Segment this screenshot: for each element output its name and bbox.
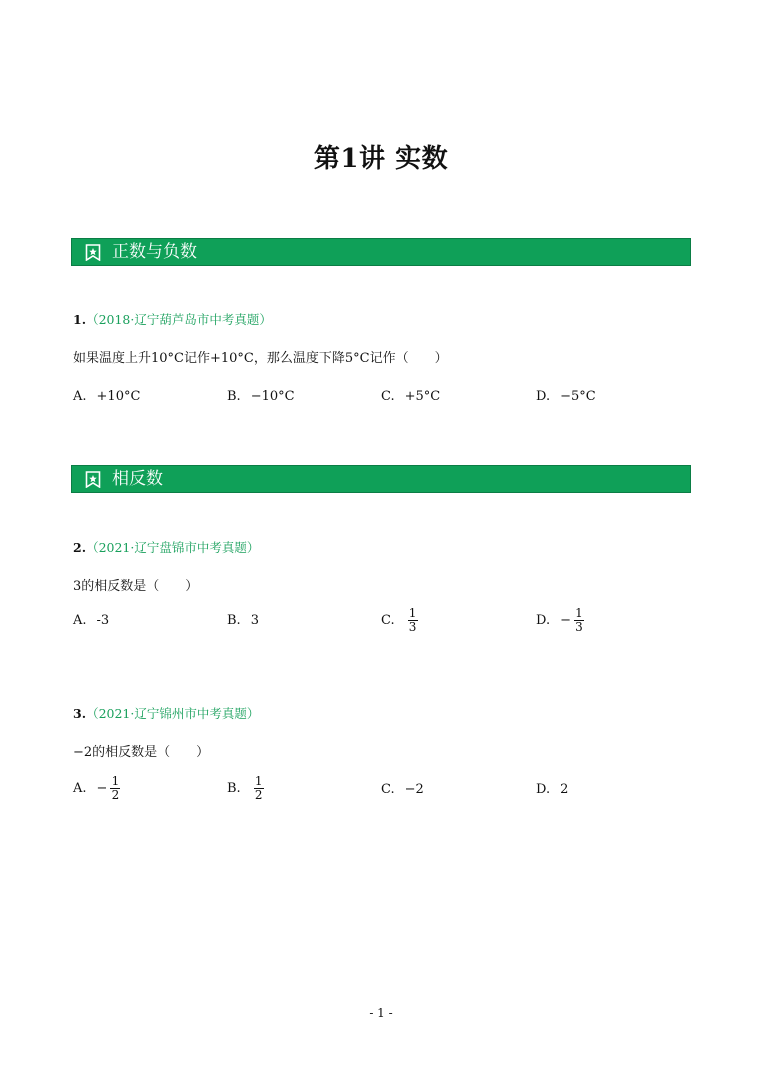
question-text: −2的相反数是（ ） — [73, 745, 210, 760]
bookmark-star-icon — [85, 471, 101, 488]
fraction: $\frac{1}{2}$ — [111, 774, 120, 803]
fraction: $\frac{1}{3}$ — [408, 606, 417, 635]
question-header — [73, 310, 272, 328]
option-c: C. +5°C — [381, 389, 441, 404]
bookmark-star-icon — [85, 244, 101, 261]
option-b: B. $\frac{1}{2}$ — [227, 774, 263, 803]
section-header-opposite-numbers — [71, 465, 691, 493]
question-text: 3的相反数是（ ） — [73, 579, 199, 594]
question-source: （2021·辽宁锦州市中考真题） — [86, 706, 260, 721]
question-header — [73, 704, 259, 722]
fraction: $\frac{1}{3}$ — [575, 606, 583, 635]
page-number: - 1 - — [369, 1006, 393, 1020]
section-title: 正数与负数 — [112, 241, 197, 262]
question-number: 1. — [73, 312, 87, 327]
option-a: A. − $\frac{1}{2}$ — [73, 774, 120, 803]
question-header — [73, 538, 259, 556]
question-text: 如果温度上升10°C记作+10°C，那么温度下降5°C记作（ ） — [73, 351, 448, 366]
fraction: $\frac{1}{2}$ — [254, 774, 263, 803]
option-b: B. 3 — [227, 613, 259, 628]
page-title: 第1讲 实数 — [313, 144, 449, 174]
section-header-positive-negative — [71, 238, 691, 266]
question-source: （2018·辽宁葫芦岛市中考真题） — [86, 312, 272, 327]
option-d: D. − $\frac{1}{3}$ — [536, 606, 583, 635]
option-a: A. +10°C — [73, 389, 141, 404]
section-title: 相反数 — [112, 468, 163, 489]
option-a: A. -3 — [73, 613, 110, 628]
option-c: C. −2 — [381, 782, 424, 797]
option-c: C. $\frac{1}{3}$ — [381, 606, 417, 635]
option-d: D. 2 — [536, 782, 569, 797]
option-d: D. −5°C — [536, 389, 596, 404]
question-number: 2. — [73, 540, 87, 555]
question-number: 3. — [73, 706, 87, 721]
option-b: B. −10°C — [227, 389, 295, 404]
question-source: （2021·辽宁盘锦市中考真题） — [86, 540, 260, 555]
